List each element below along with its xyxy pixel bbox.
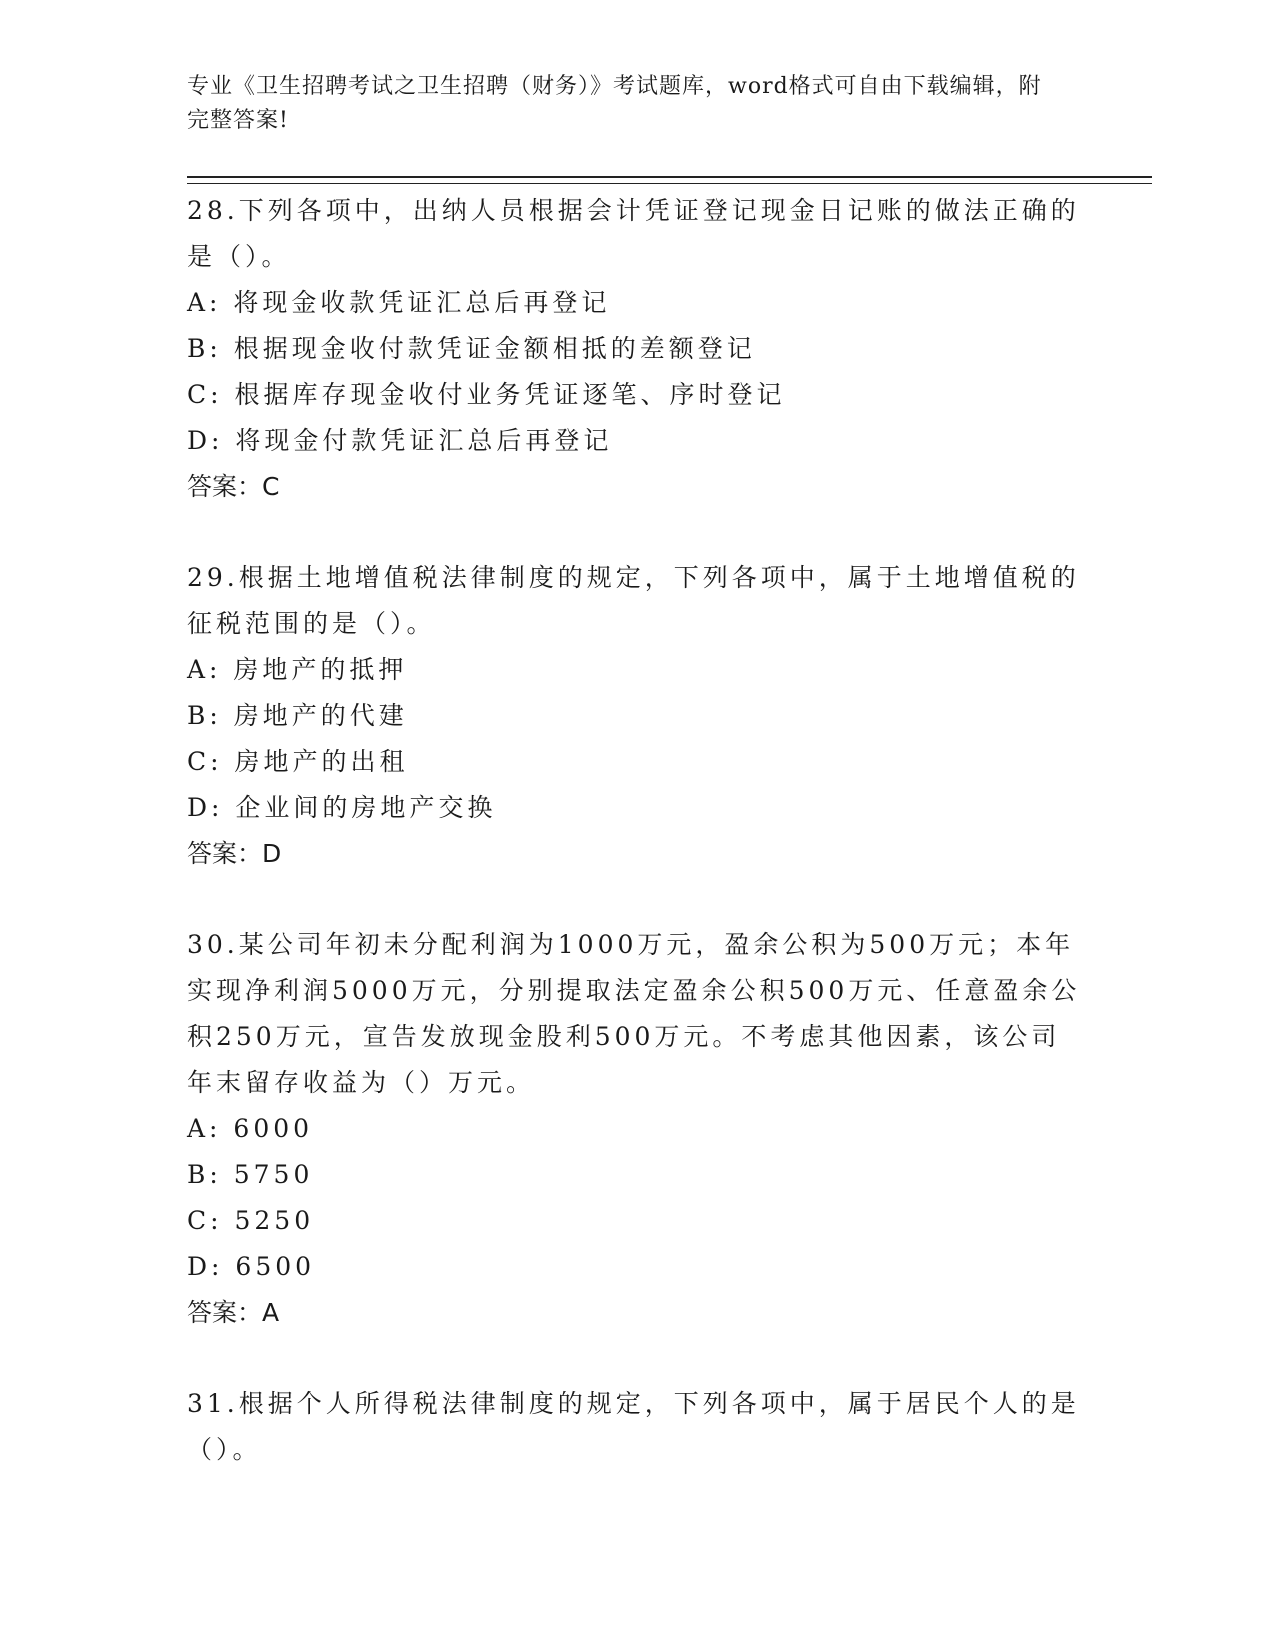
- answer: 答案：A: [187, 1298, 280, 1327]
- option-b: B: 根据现金收付款凭证金额相抵的差额登记: [187, 334, 756, 363]
- option-c: C: 根据库存现金收付业务凭证逐笔、序时登记: [187, 380, 786, 409]
- question-30: [187, 922, 1147, 1336]
- header-divider: [187, 176, 1152, 184]
- option-a: A: 房地产的抵押: [187, 655, 408, 684]
- question-stem: 31.根据个人所得税法律制度的规定，下列各项中，属于居民个人的是（）。: [187, 1389, 1080, 1464]
- question-spacer: [187, 510, 1147, 555]
- answer: 答案：D: [187, 839, 282, 868]
- option-b: B: 房地产的代建: [187, 701, 408, 730]
- option-c: C: 5250: [187, 1206, 315, 1235]
- question-stem: 28.下列各项中，出纳人员根据会计凭证登记现金日记账的做法正确的是（）。: [187, 196, 1080, 271]
- question-spacer: [187, 1336, 1147, 1381]
- question-29: [187, 555, 1147, 877]
- answer: 答案：C: [187, 472, 280, 501]
- option-c: C: 房地产的出租: [187, 747, 409, 776]
- option-d: D: 企业间的房地产交换: [187, 793, 497, 822]
- option-b: B: 5750: [187, 1160, 314, 1189]
- question-spacer: [187, 877, 1147, 922]
- question-stem: 30.某公司年初未分配利润为1000万元，盈余公积为500万元；本年实现净利润5000万元，分别提取法定盈余公积500万元、任意盈余公积250万元，宣告发放现金股利500万元。不考虑其他因素，该公司年末留存收益为（）万元。: [187, 930, 1081, 1097]
- question-28: [187, 188, 1147, 510]
- option-d: D: 6500: [187, 1252, 316, 1281]
- question-31: [187, 1381, 1147, 1473]
- option-a: A: 6000: [187, 1114, 314, 1143]
- option-d: D: 将现金付款凭证汇总后再登记: [187, 426, 613, 455]
- question-stem: 29.根据土地增值税法律制度的规定，下列各项中，属于土地增值税的征税范围的是（）。: [187, 563, 1080, 638]
- option-a: A: 将现金收款凭证汇总后再登记: [187, 288, 611, 317]
- header-note: 专业《卫生招聘考试之卫生招聘（财务）》考试题库，word格式可自由下载编辑，附完整答案!: [187, 74, 1042, 133]
- document-page: [187, 70, 1147, 1473]
